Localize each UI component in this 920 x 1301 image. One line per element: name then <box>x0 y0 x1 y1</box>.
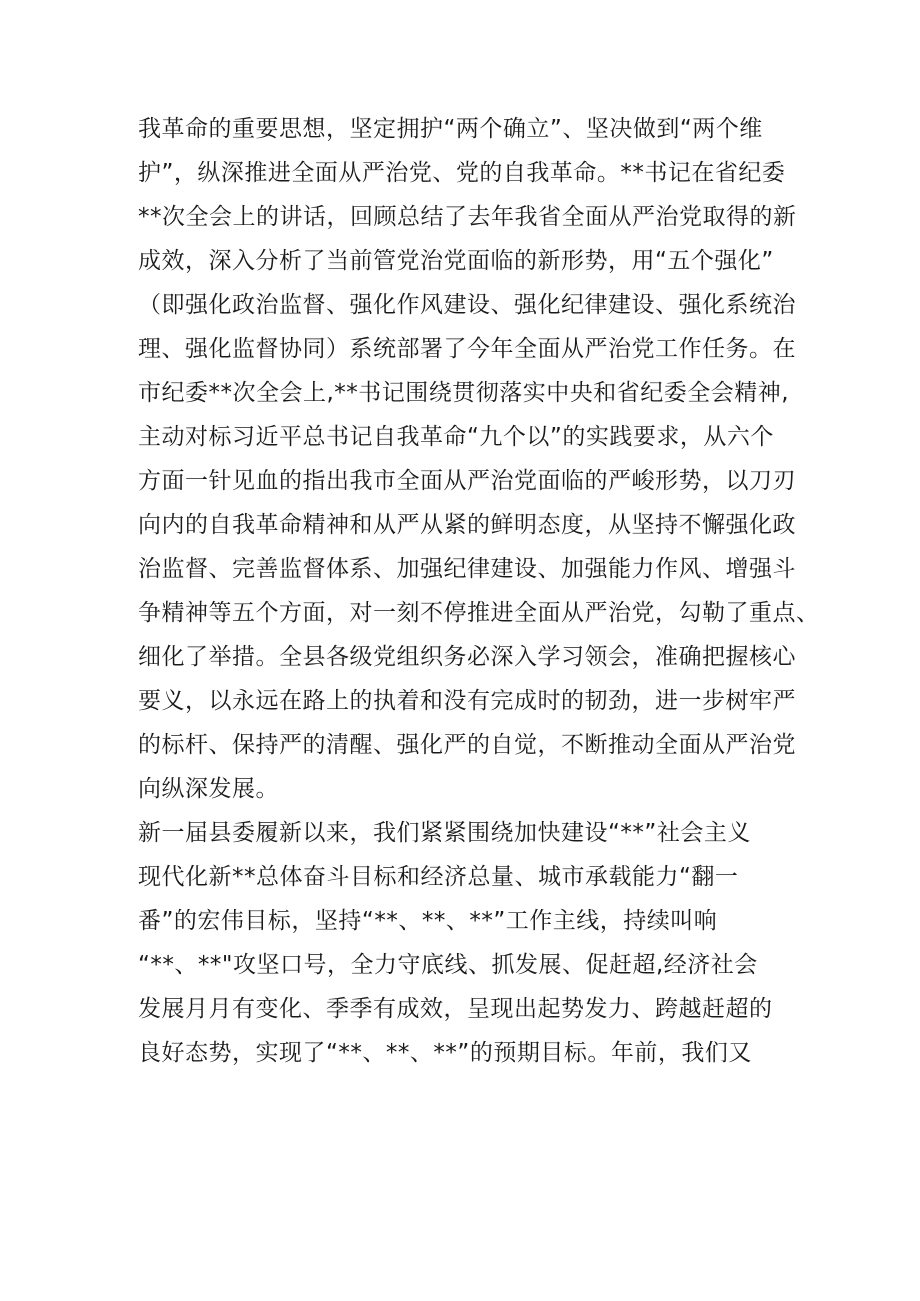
text-line: 方面一针见血的指出我市全面从严治党面临的严峻形势，以刀刃 <box>138 468 796 494</box>
text-line: 向内的自我革命精神和从严从紧的鲜明态度，从坚持不懈强化政 <box>138 512 796 538</box>
text-line: 现代化新**总体奋斗目标和经济总量、城市承载能力“翻一 <box>138 864 739 890</box>
text-line: 成效，深入分析了当前管党治党面临的新形势，用“五个强化” <box>138 248 774 274</box>
text-line: “**、**"攻坚口号，全力守底线、抓发展、促赶超,经济社会 <box>138 952 758 978</box>
text-line: 主动对标习近平总书记自我革命“九个以”的实践要求，从六个 <box>138 424 774 450</box>
text-line: 新一届县委履新以来，我们紧紧围绕加快建设“**”社会主义 <box>138 820 751 846</box>
text-line: 的标杆、保持严的清醒、强化严的自觉，不断推动全面从严治党 <box>138 732 796 758</box>
paragraph-2 <box>138 811 798 1075</box>
text-line: 良好态势，实现了“**、**、**”的预期目标。年前，我们又 <box>138 1040 752 1066</box>
text-line: （即强化政治监督、强化作风建设、强化纪律建设、强化系统治 <box>138 292 796 318</box>
paragraph-1 <box>138 107 820 811</box>
text-line: 番”的宏伟目标，坚持“**、**、**”工作主线，持续叫响 <box>138 908 718 934</box>
text-line: 理、强化监督协同）系统部署了今年全面从严治党工作任务。在 <box>138 336 796 362</box>
text-line: 争精神等五个方面，对一刻不停推进全面从严治党，勾勒了重点、 <box>138 600 820 626</box>
text-line: 发展月月有变化、季季有成效，呈现出起势发力、跨越赶超的 <box>138 996 773 1022</box>
text-line: 我革命的重要思想，坚定拥护“两个确立”、坚决做到“两个维 <box>138 116 763 142</box>
text-line: 要义，以永远在路上的执着和没有完成时的韧劲，进一步树牢严 <box>138 688 796 714</box>
body-text <box>138 107 820 1075</box>
text-line: **次全会上的讲话，回顾总结了去年我省全面从严治党取得的新 <box>138 204 797 230</box>
text-line: 细化了举措。全县各级党组织务必深入学习领会，准确把握核心 <box>138 644 796 670</box>
text-line: 向纵深发展。 <box>138 776 279 802</box>
text-line: 市纪委**次全会上,**书记围绕贯彻落实中央和省纪委全会精神, <box>138 380 790 406</box>
text-line: 治监督、完善监督体系、加强纪律建设、加强能力作风、增强斗 <box>138 556 796 582</box>
text-line: 护”，纵深推进全面从严治党、党的自我革命。**书记在省纪委 <box>138 160 786 186</box>
